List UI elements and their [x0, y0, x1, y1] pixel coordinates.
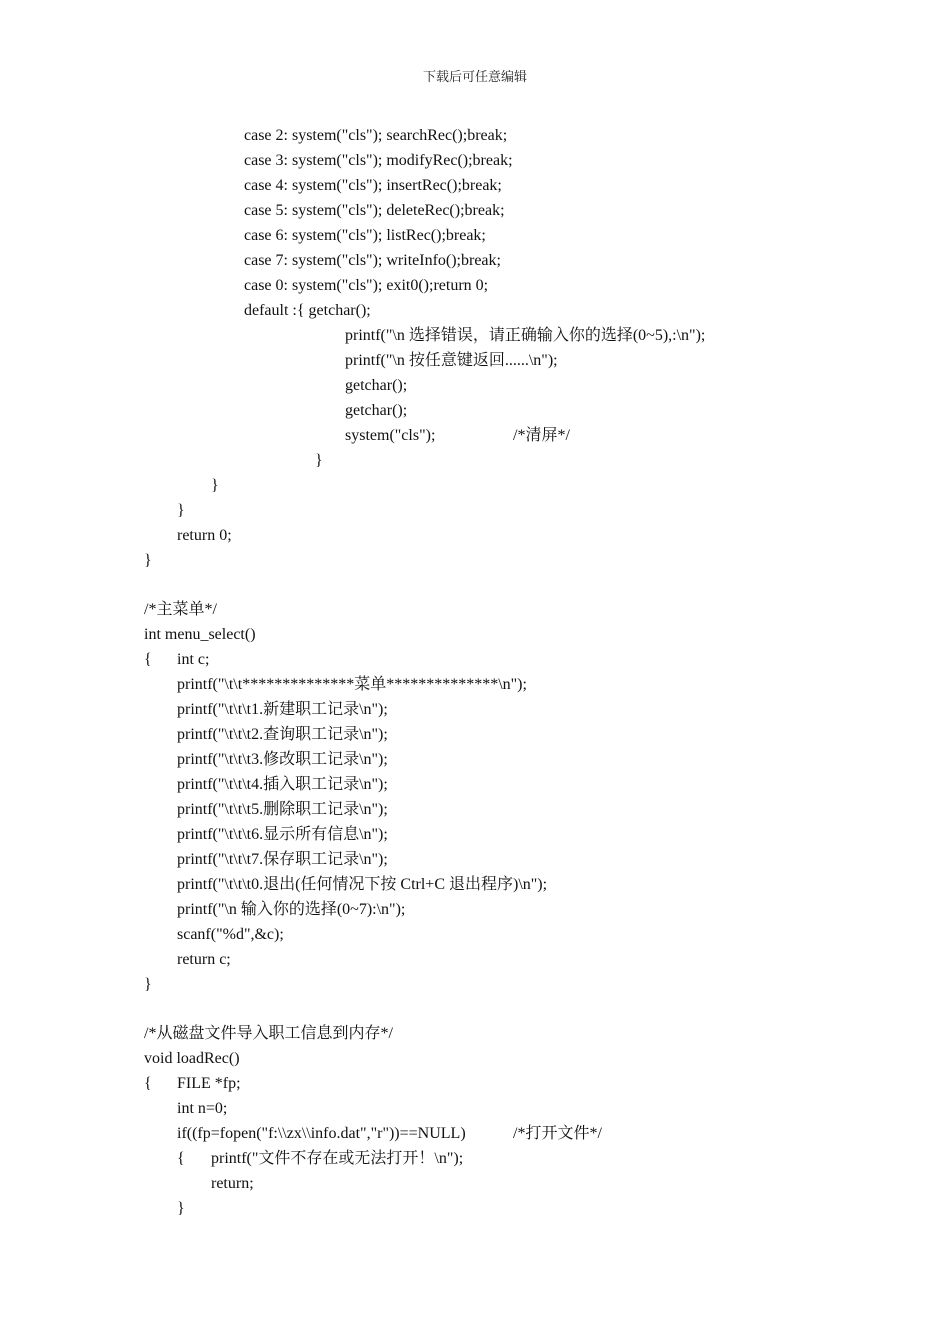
code-text: int c;	[177, 651, 210, 668]
code-line: getchar();	[345, 377, 408, 394]
code-line: printf("\t\t\t7.保存职工记录\n");	[177, 851, 388, 868]
code-text: if((fp=fopen("f:\\zx\\info.dat","r"))==NULL)	[177, 1125, 466, 1142]
code-comment-line: /*从磁盘文件导入职工信息到内存*/	[144, 1025, 393, 1042]
code-line: printf("\t\t\t0.退出(任何情况下按 Ctrl+C 退出程序)\n");	[177, 876, 548, 893]
code-line: }	[315, 452, 323, 469]
code-line: }	[144, 552, 152, 569]
code-brace: {	[144, 651, 152, 668]
code-line: }	[177, 502, 185, 519]
code-comment: /*清屏*/	[513, 427, 570, 444]
code-text: printf("文件不存在或无法打开！\n");	[211, 1150, 464, 1167]
code-line: return c;	[177, 951, 231, 968]
code-line	[177, 1149, 497, 1169]
code-line: case 6: system("cls"); listRec();break;	[244, 227, 486, 244]
code-line: getchar();	[345, 402, 408, 419]
code-line: printf("\t\t**************菜单**************\n");	[177, 676, 527, 693]
code-text: system("cls");	[345, 427, 436, 444]
code-line: case 4: system("cls"); insertRec();break;	[244, 177, 502, 194]
code-line: int menu_select()	[144, 626, 256, 643]
code-line	[144, 650, 264, 670]
code-line: printf("\t\t\t6.显示所有信息\n");	[177, 826, 388, 843]
code-line: printf("\n 选择错误，请正确输入你的选择(0~5),:\n");	[345, 327, 706, 344]
code-text: FILE *fp;	[177, 1075, 241, 1092]
code-line: printf("\t\t\t1.新建职工记录\n");	[177, 701, 388, 718]
code-line: case 0: system("cls"); exit0();return 0;	[244, 277, 489, 294]
code-line: printf("\t\t\t3.修改职工记录\n");	[177, 751, 388, 768]
code-line: printf("\n 按任意键返回......\n");	[345, 352, 558, 369]
code-line: printf("\t\t\t2.查询职工记录\n");	[177, 726, 388, 743]
code-brace: {	[144, 1075, 152, 1092]
code-line	[144, 1074, 284, 1094]
code-line: printf("\n 输入你的选择(0~7):\n");	[177, 901, 406, 918]
code-line: }	[211, 477, 219, 494]
code-line: return;	[211, 1175, 254, 1192]
code-line: default :{ getchar();	[244, 302, 371, 319]
code-brace: {	[177, 1150, 185, 1167]
code-line: return 0;	[177, 527, 232, 544]
code-line: printf("\t\t\t4.插入职工记录\n");	[177, 776, 388, 793]
page-header: 下载后可任意编辑	[422, 69, 527, 84]
code-comment: /*打开文件*/	[513, 1125, 602, 1142]
code-line: case 3: system("cls"); modifyRec();break;	[244, 152, 513, 169]
code-line: printf("\t\t\t5.删除职工记录\n");	[177, 801, 388, 818]
code-line: void loadRec()	[144, 1050, 240, 1067]
code-line	[177, 1124, 637, 1144]
code-line: case 5: system("cls"); deleteRec();break;	[244, 202, 505, 219]
code-line: case 7: system("cls"); writeInfo();break;	[244, 252, 501, 269]
code-comment-line: /*主菜单*/	[144, 601, 217, 618]
code-line: int n=0;	[177, 1100, 228, 1117]
code-line: }	[144, 976, 152, 993]
code-line: case 2: system("cls"); searchRec();break;	[244, 127, 508, 144]
code-line: scanf("%d",&c);	[177, 926, 284, 943]
code-line	[345, 426, 605, 446]
code-line: }	[177, 1200, 185, 1217]
